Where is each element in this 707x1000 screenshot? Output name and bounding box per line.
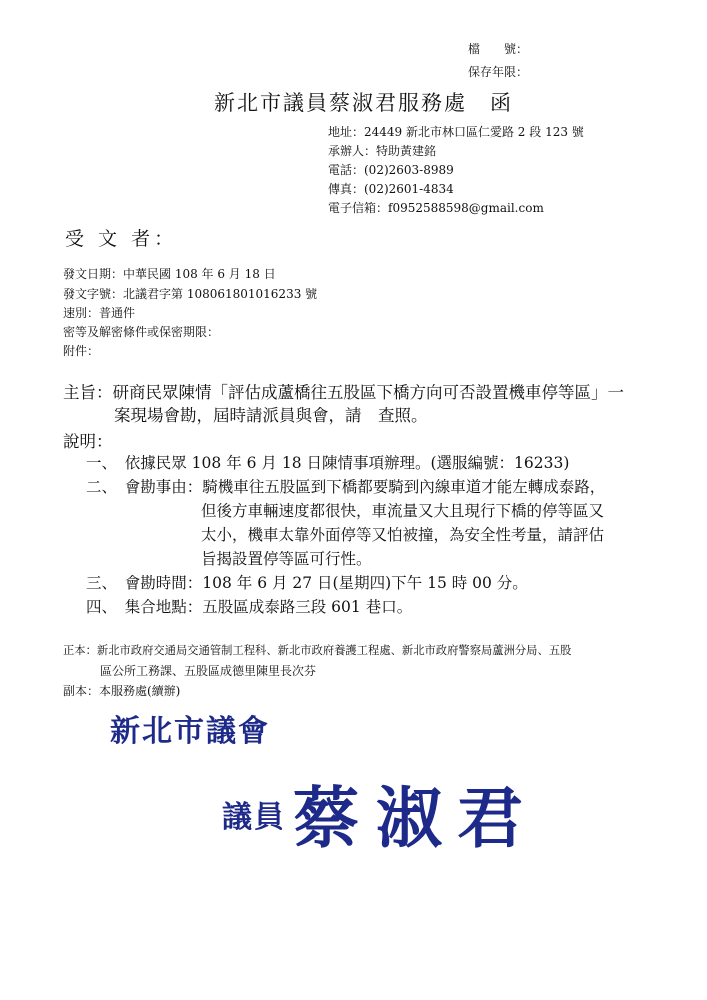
sender-email: 電子信箱：f0952588598@gmail.com <box>328 201 544 215</box>
explanation-item-3: 三、 會勘時間：108 年 6 月 27 日(星期四)下午 15 時 00 分。 <box>86 574 528 592</box>
main-recipients-line-2: 區公所工務課、五股區成德里陳里長次芬 <box>100 664 317 678</box>
document-title: 新北市議員蔡淑君服務處 函 <box>214 91 513 115</box>
delivery-speed: 速別：普通件 <box>63 306 136 320</box>
sender-contact-person: 承辦人：特助黃建銘 <box>328 144 437 158</box>
explanation-label: 說明： <box>63 432 113 451</box>
explanation-item-2-line-2: 但後方車輛速度都很快，車流量又大且現行下橋的停等區又 <box>201 502 605 520</box>
councillor-name-char-2: 淑 <box>376 780 442 857</box>
document-number: 發文字號：北議君字第 108061801016233 號 <box>63 287 318 301</box>
main-recipients-line-1: 正本：新北市政府交通局交通管制工程科、新北市政府養護工程處、新北市政府警察局蘆洲分局、五股 <box>63 644 572 657</box>
recipient-label: 受 文 者： <box>65 228 178 250</box>
councillor-name-char-1: 蔡 <box>293 780 359 857</box>
explanation-item-2-line-1: 二、 會勘事由：騎機車往五股區到下橋都要騎到內線車道才能左轉成泰路， <box>86 478 606 496</box>
councillor-name-char-3: 君 <box>457 780 523 857</box>
sender-address: 地址：24449 新北市林口區仁愛路 2 段 123 號 <box>328 125 584 139</box>
copy-recipients: 副本：本服務處(續辦) <box>63 684 181 698</box>
explanation-item-2-line-3: 太小，機車太靠外面停等又怕被撞，為安全性考量，請評估 <box>201 526 605 544</box>
sender-fax: 傳真：(02)2601-4834 <box>328 182 454 196</box>
explanation-item-1: 一、 依據民眾 108 年 6 月 18 日陳情事項辦理。(選服編號：16233) <box>86 454 570 472</box>
explanation-item-4: 四、 集合地點：五股區成泰路三段 601 巷口。 <box>86 598 413 616</box>
issue-date: 發文日期：中華民國 108 年 6 月 18 日 <box>63 267 276 281</box>
file-number-label: 檔 號： <box>468 42 529 56</box>
explanation-item-2-line-4: 旨揭設置停等區可行性。 <box>201 550 372 568</box>
security-level: 密等及解密條件或保密期限： <box>63 325 220 339</box>
councillor-title-stamp: 議員 <box>222 800 286 835</box>
subject-line-2: 案現場會勘，屆時請派員與會，請 查照。 <box>114 406 428 425</box>
council-name-stamp: 新北市議會 <box>110 714 270 749</box>
retention-period-label: 保存年限： <box>468 65 529 79</box>
subject-line-1: 主旨：研商民眾陳情「評估成蘆橋往五股區下橋方向可否設置機車停等區」一 <box>63 383 624 402</box>
sender-phone: 電話：(02)2603-8989 <box>328 163 454 177</box>
attachment: 附件： <box>63 344 100 358</box>
